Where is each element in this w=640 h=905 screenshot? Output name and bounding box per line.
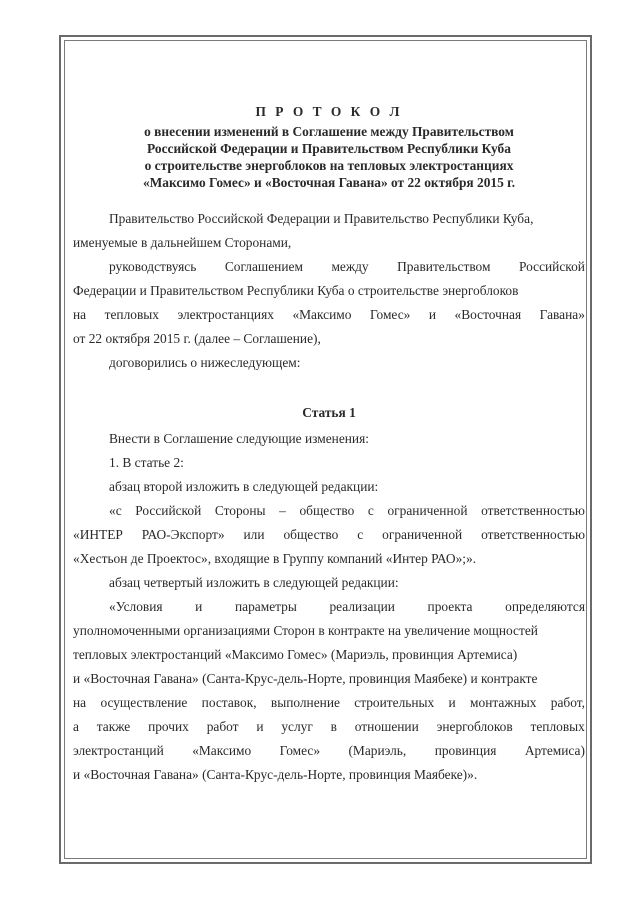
text-line: «Хестьон де Проектос», входящие в Группу компаний «Интер РАО»;». <box>73 551 477 566</box>
word: – <box>279 503 286 518</box>
justified-line <box>73 715 585 739</box>
document-title: П Р О Т О К О Л <box>255 104 403 119</box>
word: Стороны <box>214 503 266 518</box>
word: с <box>357 527 364 542</box>
justified-line <box>73 255 585 279</box>
word: на <box>73 695 87 710</box>
subtitle-line: о внесении изменений в Соглашение между Правительством <box>144 124 514 139</box>
article-body <box>73 427 585 787</box>
word: «Условия <box>109 599 163 614</box>
word: Гомес» <box>369 307 411 322</box>
preamble <box>73 207 585 375</box>
word: «с <box>109 503 122 518</box>
subtitle-line: Российской Федерации и Правительством Республики Куба <box>147 141 511 156</box>
text-line: и «Восточная Гавана» (Санта-Крус-дель-Норте, провинция Маябеке)». <box>73 767 478 782</box>
word: выполнение <box>270 695 340 710</box>
justified-line <box>73 303 585 327</box>
word: параметры <box>234 599 297 614</box>
text-line: абзац второй изложить в следующей редакции: <box>109 479 379 494</box>
justified-line <box>73 499 585 523</box>
word: поставок, <box>201 695 257 710</box>
word: ответственностью <box>481 503 585 518</box>
word: общество <box>283 527 339 542</box>
word: осуществление <box>100 695 188 710</box>
word: (Мариэль, <box>348 743 407 758</box>
word: «Восточная <box>454 307 522 322</box>
word: Российской <box>518 259 585 274</box>
text-line: Внести в Соглашение следующие изменения: <box>109 431 369 446</box>
word: услуг <box>281 719 313 734</box>
word: работ, <box>550 695 585 710</box>
word: электростанциях <box>177 307 274 322</box>
word: с <box>367 503 374 518</box>
paragraph-parties <box>73 207 585 255</box>
word: реализации <box>329 599 395 614</box>
word: энергоблоков <box>436 719 513 734</box>
word: Гомес» <box>279 743 321 758</box>
word: прочих <box>148 719 189 734</box>
text-line: тепловых электростанций «Максимо Гомес» (Мариэль, провинция Артемиса) <box>73 647 518 662</box>
word: общество <box>299 503 355 518</box>
word: провинция <box>434 743 497 758</box>
word: РАО-Экспорт» <box>141 527 225 542</box>
word: Артемиса) <box>524 743 585 758</box>
text-line: абзац четвертый изложить в следующей редакции: <box>109 575 399 590</box>
word: «ИНТЕР <box>73 527 123 542</box>
word: руководствуясь <box>109 259 197 274</box>
text-line: 1. В статье 2: <box>109 455 184 470</box>
word: Соглашением <box>224 259 303 274</box>
word: тепловых <box>530 719 585 734</box>
text-line: Правительство Российской Федерации и Правительство Республики Куба, <box>109 211 534 226</box>
word: монтажных <box>470 695 537 710</box>
word: тепловых <box>104 307 159 322</box>
word: Правительством <box>397 259 491 274</box>
word: и <box>256 719 264 734</box>
word: Гавана» <box>539 307 585 322</box>
word: между <box>331 259 369 274</box>
document-subtitle <box>73 123 585 191</box>
word: и <box>448 695 456 710</box>
word: а <box>73 719 79 734</box>
word: электростанций <box>73 743 164 758</box>
word: проекта <box>427 599 473 614</box>
word: ответственностью <box>481 527 585 542</box>
word: ограниченной <box>387 503 468 518</box>
word: определяются <box>505 599 585 614</box>
word: строительных <box>354 695 435 710</box>
subtitle-line: о строительстве энергоблоков на тепловых электростанциях <box>144 158 514 173</box>
text-line: уполномоченными организациями Сторон в контракте на увеличение мощностей <box>73 623 538 638</box>
paragraph-agreed <box>73 351 585 375</box>
justified-line <box>73 523 585 547</box>
text-line: от 22 октября 2015 г. (далее – Соглашение), <box>73 331 321 346</box>
word: в <box>330 719 337 734</box>
word: отношении <box>354 719 419 734</box>
word: «Максимо <box>192 743 252 758</box>
document-body <box>73 103 585 787</box>
word: и <box>428 307 437 322</box>
text-line: и «Восточная Гавана» (Санта-Крус-дель-Норте, провинция Маябеке) и контракте <box>73 671 538 686</box>
justified-line <box>73 739 585 763</box>
word: ограниченной <box>382 527 463 542</box>
justified-line <box>73 595 585 619</box>
text-line: договорились о нижеследующем: <box>109 355 301 370</box>
article-heading: Статья 1 <box>302 405 356 420</box>
word: на <box>73 307 87 322</box>
word: работ <box>206 719 239 734</box>
text-line: именуемые в дальнейшем Сторонами, <box>73 235 292 250</box>
justified-line <box>73 691 585 715</box>
paragraph-guided-by <box>73 255 585 351</box>
word: и <box>195 599 203 614</box>
word: или <box>243 527 265 542</box>
subtitle-line: «Максимо Гомес» и «Восточная Гавана» от 22 октября 2015 г. <box>142 175 516 190</box>
word: «Максимо <box>292 307 352 322</box>
text-line: Федерации и Правительством Республики Куба о строительстве энергоблоков <box>73 283 519 298</box>
word: также <box>96 719 131 734</box>
word: Российской <box>135 503 202 518</box>
